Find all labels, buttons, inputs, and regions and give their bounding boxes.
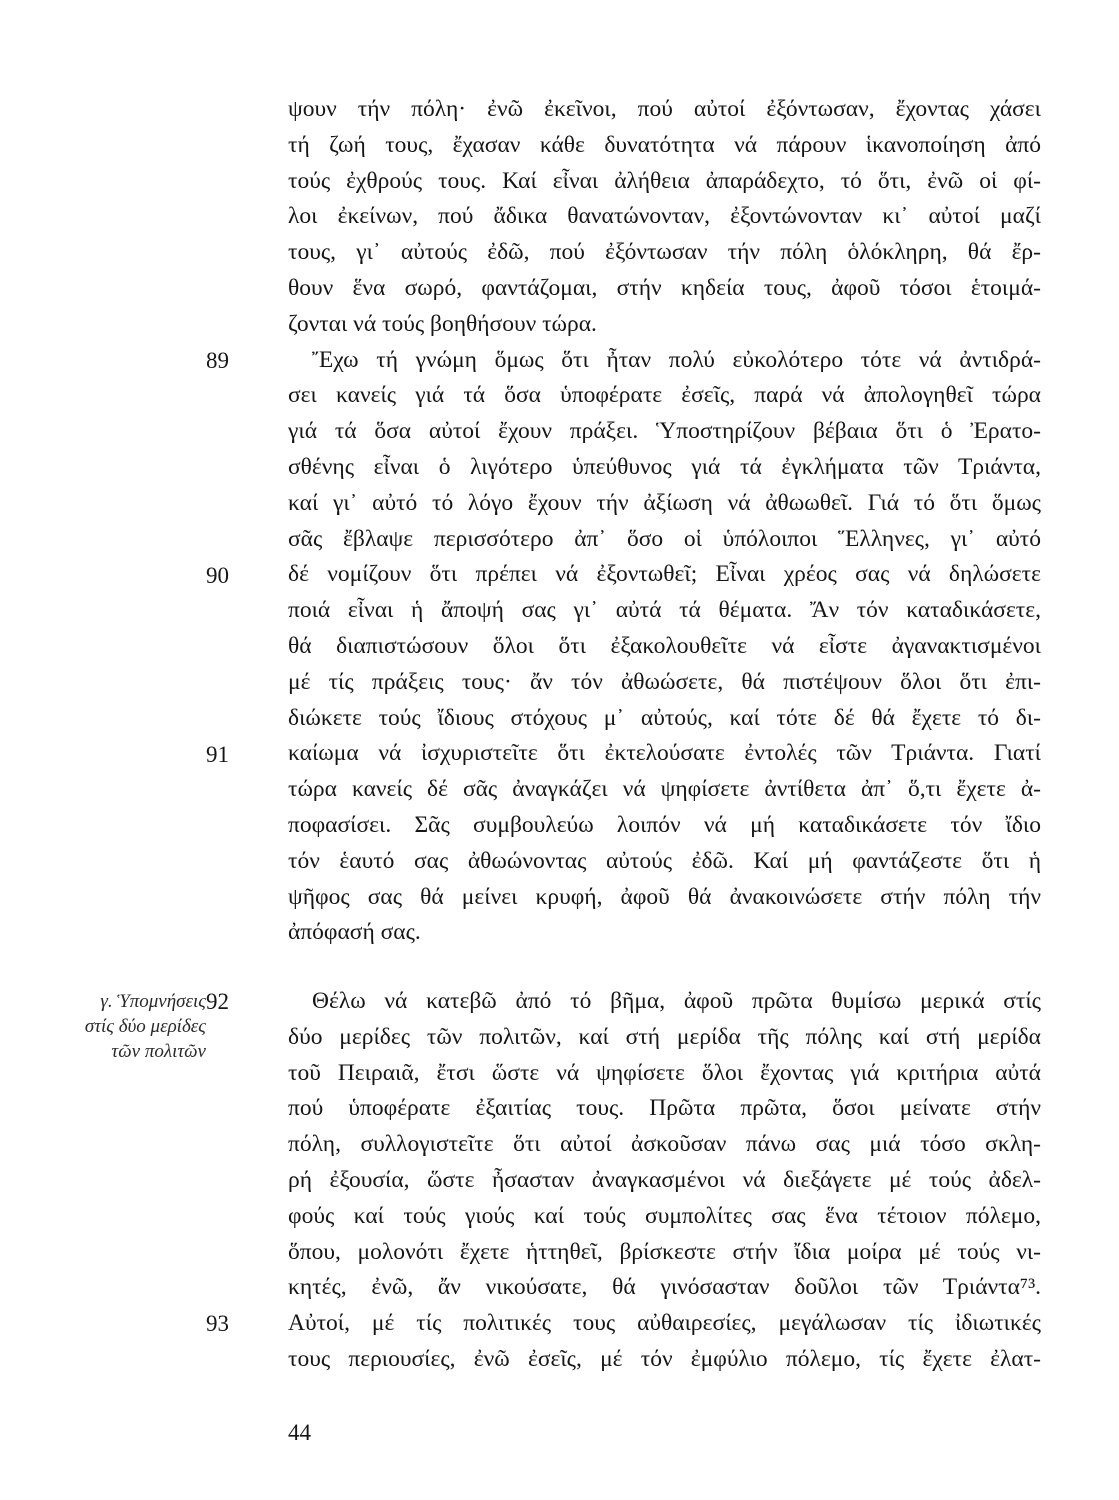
text-line: σθένης εἶναι ὁ λιγότερο ὑπεύθυνος γιά τά ἐγκλήματα τῶν Τριάντα,	[288, 453, 1041, 480]
marginal-heading	[36, 989, 206, 1064]
text-line: καί γι᾽ αὐτό τό λόγο ἔχουν τήν ἀξίωση νά ἀθωωθεῖ. Γιά τό ὅτι ὅμως	[288, 489, 1041, 516]
section-number-89: 89	[206, 348, 229, 373]
text-line: τους περιουσίες, ἐνῶ ἐσεῖς, μέ τόν ἐμφύλιο πόλεμο, τίς ἔχετε ἐλατ-	[288, 1345, 1041, 1372]
text-line: τώρα κανείς δέ σᾶς ἀναγκάζει νά ψηφίσετε ἀντίθετα ἀπ᾽ ὅ,τι ἔχετε ἀ-	[288, 776, 1041, 803]
section-number-91: 91	[206, 742, 229, 767]
paragraph-block-2	[288, 984, 1041, 1378]
text-line: κητές, ἐνῶ, ἄν νικούσατε, θά γινόσασταν δοῦλοι τῶν Τριάντα⁷³.	[288, 1274, 1041, 1301]
text-line: ποφασίσει. Σᾶς συμβουλεύω λοιπόν νά μή καταδικάσετε τόν ἴδιο	[288, 811, 1041, 838]
text-line: Αὐτοί, μέ τίς πολιτικές τους αὐθαιρεσίες, μεγάλωσαν τίς ἰδιωτικές	[288, 1310, 1041, 1337]
text-line: λοι ἐκείνων, πού ἄδικα θανατώνονταν, ἐξοντώνονταν κι᾽ αὐτοί μαζί	[288, 203, 1041, 230]
text-line: ἀπόφασή σας.	[288, 919, 421, 946]
text-line: ψουν τήν πόλη· ἐνῶ ἐκεῖνοι, πού αὐτοί ἐξόντωσαν, ἔχοντας χάσει	[288, 96, 1041, 122]
text-line: διώκετε τούς ἴδιους στόχους μ᾽ αὐτούς, καί τότε δέ θά ἔχετε τό δι-	[288, 704, 1041, 731]
text-line: τόν ἑαυτό σας ἀθωώνοντας αὐτούς ἐδῶ. Καί μή φαντάζεστε ὅτι ἡ	[288, 847, 1041, 874]
text-line: δέ νομίζουν ὅτι πρέπει νά ἐξοντωθεῖ; Εἶναι χρέος σας νά δηλώσετε	[288, 561, 1041, 588]
text-line: ζονται νά τούς βοηθήσουν τώρα.	[288, 310, 597, 337]
section-number-93: 93	[206, 1311, 229, 1336]
marginal-heading-line: στίς δύο μερίδες	[84, 1016, 206, 1037]
text-line: τή ζωή τους, ἔχασαν κάθε δυνατότητα νά πάρουν ἱκανοποίηση ἀπό	[288, 131, 1041, 158]
text-line: ρή ἐξουσία, ὥστε ἦσασταν ἀναγκασμένοι νά διεξάγετε μέ τούς ἀδελ-	[288, 1166, 1041, 1193]
text-line: φούς καί τούς γιούς καί τούς συμπολίτες σας ἕνα τέτοιον πόλεμο,	[288, 1202, 1041, 1229]
text-line: ψῆφος σας θά μείνει κρυφή, ἀφοῦ θά ἀνακοινώσετε στήν πόλη τήν	[288, 883, 1041, 910]
paragraph-block-1	[288, 92, 1041, 951]
text-line: τοῦ Πειραιᾶ, ἔτσι ὥστε νά ψηφίσετε ὅλοι ἔχοντας γιά κριτήρια αὐτά	[288, 1059, 1041, 1086]
text-line: σᾶς ἔβλαψε περισσότερο ἀπ᾽ ὅσο οἱ ὑπόλοιποι Ἕλληνες, γι᾽ αὐτό	[288, 525, 1041, 552]
marginal-heading-line: γ. Ὑπομνήσεις	[100, 991, 206, 1012]
text-line: Θέλω νά κατεβῶ ἀπό τό βῆμα, ἀφοῦ πρῶτα θυμίσω μερικά στίς	[312, 988, 1041, 1014]
section-number-90: 90	[206, 563, 229, 588]
text-line: ὅπου, μολονότι ἔχετε ἡττηθεῖ, βρίσκεστε στήν ἴδια μοίρα μέ τούς νι-	[288, 1238, 1041, 1265]
text-line: ποιά εἶναι ἡ ἄποψή σας γι᾽ αὐτά τά θέματα. Ἄν τόν καταδικάσετε,	[288, 597, 1041, 624]
text-line: δύο μερίδες τῶν πολιτῶν, καί στή μερίδα τῆς πόλης καί στή μερίδα	[288, 1023, 1041, 1050]
text-line: τούς ἐχθρούς τους. Καί εἶναι ἀλήθεια ἀπαράδεχτο, τό ὅτι, ἐνῶ οἱ φί-	[288, 167, 1041, 194]
text-line: πόλη, συλλογιστεῖτε ὅτι αὐτοί ἀσκοῦσαν πάνω σας μιά τόσο σκλη-	[288, 1131, 1041, 1158]
text-line: Ἔχω τή γνώμη ὅμως ὅτι ἦταν πολύ εὐκολότερο τότε νά ἀντιδρά-	[312, 346, 1041, 373]
text-line: τους, γι᾽ αὐτούς ἐδῶ, πού ἐξόντωσαν τήν πόλη ὁλόκληρη, θά ἔρ-	[288, 239, 1041, 266]
text-line: σει κανείς γιά τά ὅσα ὑποφέρατε ἐσεῖς, παρά νά ἀπολογηθεῖ τώρα	[288, 382, 1041, 409]
section-number-92: 92	[206, 989, 229, 1014]
text-line: θά διαπιστώσουν ὅλοι ὅτι ἐξακολουθεῖτε νά εἶστε ἀγανακτισμένοι	[288, 632, 1041, 659]
text-line: καίωμα νά ἰσχυριστεῖτε ὅτι ἐκτελούσατε ἐντολές τῶν Τριάντα. Γιατί	[288, 740, 1041, 767]
text-line: πού ὑποφέρατε ἐξαιτίας τους. Πρῶτα πρῶτα, ὅσοι μείνατε στήν	[288, 1095, 1041, 1122]
page-number: 44	[288, 1420, 311, 1445]
text-line: γιά τά ὅσα αὐτοί ἔχουν πράξει. Ὑποστηρίζουν βέβαια ὅτι ὁ Ἐρατο-	[288, 418, 1041, 445]
text-line: θουν ἕνα σωρό, φαντάζομαι, στήν κηδεία τους, ἀφοῦ τόσοι ἑτοιμά-	[288, 274, 1041, 301]
text-line: μέ τίς πράξεις τους· ἄν τόν ἀθωώσετε, θά πιστέψουν ὅλοι ὅτι ἐπι-	[288, 668, 1041, 695]
marginal-heading-line: τῶν πολιτῶν	[111, 1041, 206, 1062]
